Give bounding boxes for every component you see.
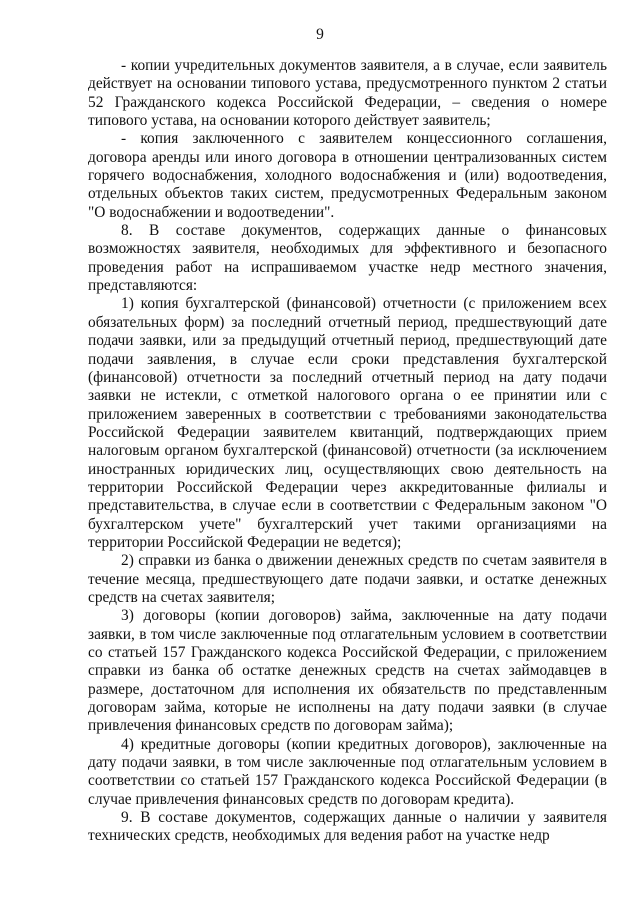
paragraph-item-9-technical-means: 9. В составе документов, содержащих данные о наличии у заявителя технических средств, необходимых для ведения работ на участке недр	[88, 809, 607, 845]
paragraph-item-8-1-accounting-statements: 1) копия бухгалтерской (финансовой) отчетности (с приложением всех обязательных форм) за последний отчетный период, предшествующий дате подачи заявки, или за предыдущий отчетный период, предшествующий дате подачи заявления, в случае если сроки представления бухгалтерской (финансовой) отчетности за последний отчетный период на дату подачи заявки не истекли, с отметкой налогового органа о ее принятии или с приложением заверенных в соответствии с требованиями законодательства Российской Федерации заявителем квитанций, подтверждающих прием налоговым органом бухгалтерской (финансовой) отчетности (за исключением иностранных юридических лиц, осуществляющих свою деятельность на территории Российской Федерации через аккредитованные филиалы и представительства, в случае если в соответствии с Федеральным законом "О бухгалтерском учете" бухгалтерский учет такими организациями на территории Российской Федерации не ведется);	[88, 295, 607, 551]
document-body	[88, 57, 607, 846]
paragraph-concession-agreement: - копия заключенного с заявителем концессионного соглашения, договора аренды или иного договора в отношении централизованных систем горячего водоснабжения, холодного водоснабжения и (или) водоотведения, отдельных объектов таких систем, предусмотренных Федеральным законом "О водоснабжении и водоотведении".	[88, 130, 607, 221]
paragraph-item-8-2-bank-statements: 2) справки из банка о движении денежных средств по счетам заявителя в течение месяца, предшествующего дате подачи заявки, и остатке денежных средств на счетах заявителя;	[88, 552, 607, 606]
paragraph-item-8-4-credit-agreements: 4) кредитные договоры (копии кредитных договоров), заключенные на дату подачи заявки, в том числе заключенные под отлагательным условием в соответствии со статьей 157 Гражданского кодекса Российской Федерации (в случае привлечения финансовых средств по договорам кредита).	[88, 735, 607, 808]
paragraph-charter-copies: - копии учредительных документов заявителя, а в случае, если заявитель действует на основании типового устава, предусмотренного пунктом 2 статьи 52 Гражданского кодекса Российской Федерации, – сведения о номере типового устава, на основании которого действует заявитель;	[88, 57, 607, 130]
paragraph-item-8-financial-documents: 8. В составе документов, содержащих данные о финансовых возможностях заявителя, необходимых для эффективного и безопасного проведения работ на испрашиваемом участке недр местного значения, представляются:	[88, 222, 607, 295]
page-number: 9	[316, 26, 324, 43]
paragraph-item-8-3-loan-agreements: 3) договоры (копии договоров) займа, заключенные на дату подачи заявки, в том числе заключенные под отлагательным условием в соответствии со статьей 157 Гражданского кодекса Российской Федерации, с приложением справки из банка об остатке денежных средств на счетах займодавцев в размере, достаточном для исполнения их обязательств по представленным договорам займа, которые не исполнены на дату подачи заявки (в случае привлечения финансовых средств по договорам займа);	[88, 607, 607, 735]
